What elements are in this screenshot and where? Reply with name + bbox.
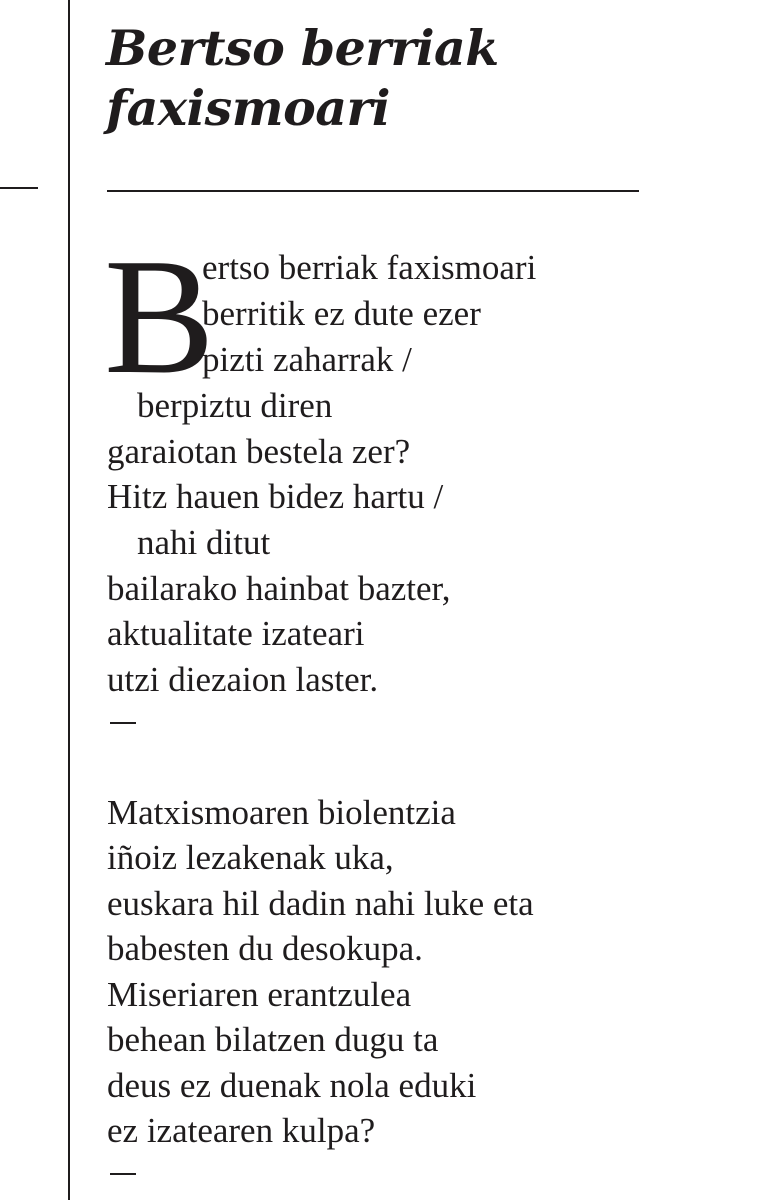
stanza-dash xyxy=(110,722,136,724)
verse-line: berpiztu diren xyxy=(137,386,333,425)
column-vertical-rule xyxy=(68,0,70,1200)
title-underline-rule xyxy=(107,190,639,192)
left-margin-rule xyxy=(0,187,38,189)
verse-line: iñoiz lezakenak uka, xyxy=(107,838,394,877)
verse-line: Miseriaren erantzulea xyxy=(107,975,412,1014)
verse-line: aktualitate izateari xyxy=(107,614,365,653)
verse-line: euskara hil dadin nahi luke eta xyxy=(107,884,534,923)
verse-line: behean bilatzen dugu ta xyxy=(107,1020,439,1059)
verse-line: Hitz hauen bidez hartu / xyxy=(107,477,444,516)
verse-line: ez izatearen kulpa? xyxy=(107,1111,376,1150)
verse-line: ertso berriak faxismoari xyxy=(202,248,537,287)
verse-line: bailarako hainbat bazter, xyxy=(107,569,451,608)
drop-cap: B xyxy=(104,224,215,408)
verse-line: berritik ez dute ezer xyxy=(202,294,481,333)
article-title-line-2: faxismoari xyxy=(106,79,390,137)
verse-line: Matxismoaren biolentzia xyxy=(107,793,456,832)
article-title xyxy=(106,18,499,138)
verse-line: utzi diezaion laster. xyxy=(107,660,379,699)
verse-line: babesten du desokupa. xyxy=(107,929,423,968)
verse-line: garaiotan bestela zer? xyxy=(107,432,411,471)
verse-line: deus ez duenak nola eduki xyxy=(107,1066,477,1105)
verse-line: nahi ditut xyxy=(137,523,271,562)
stanza-dash xyxy=(110,1173,136,1175)
verse-line: pizti zaharrak / xyxy=(202,340,412,379)
article-title-line-1: Bertso berriak xyxy=(106,19,499,77)
